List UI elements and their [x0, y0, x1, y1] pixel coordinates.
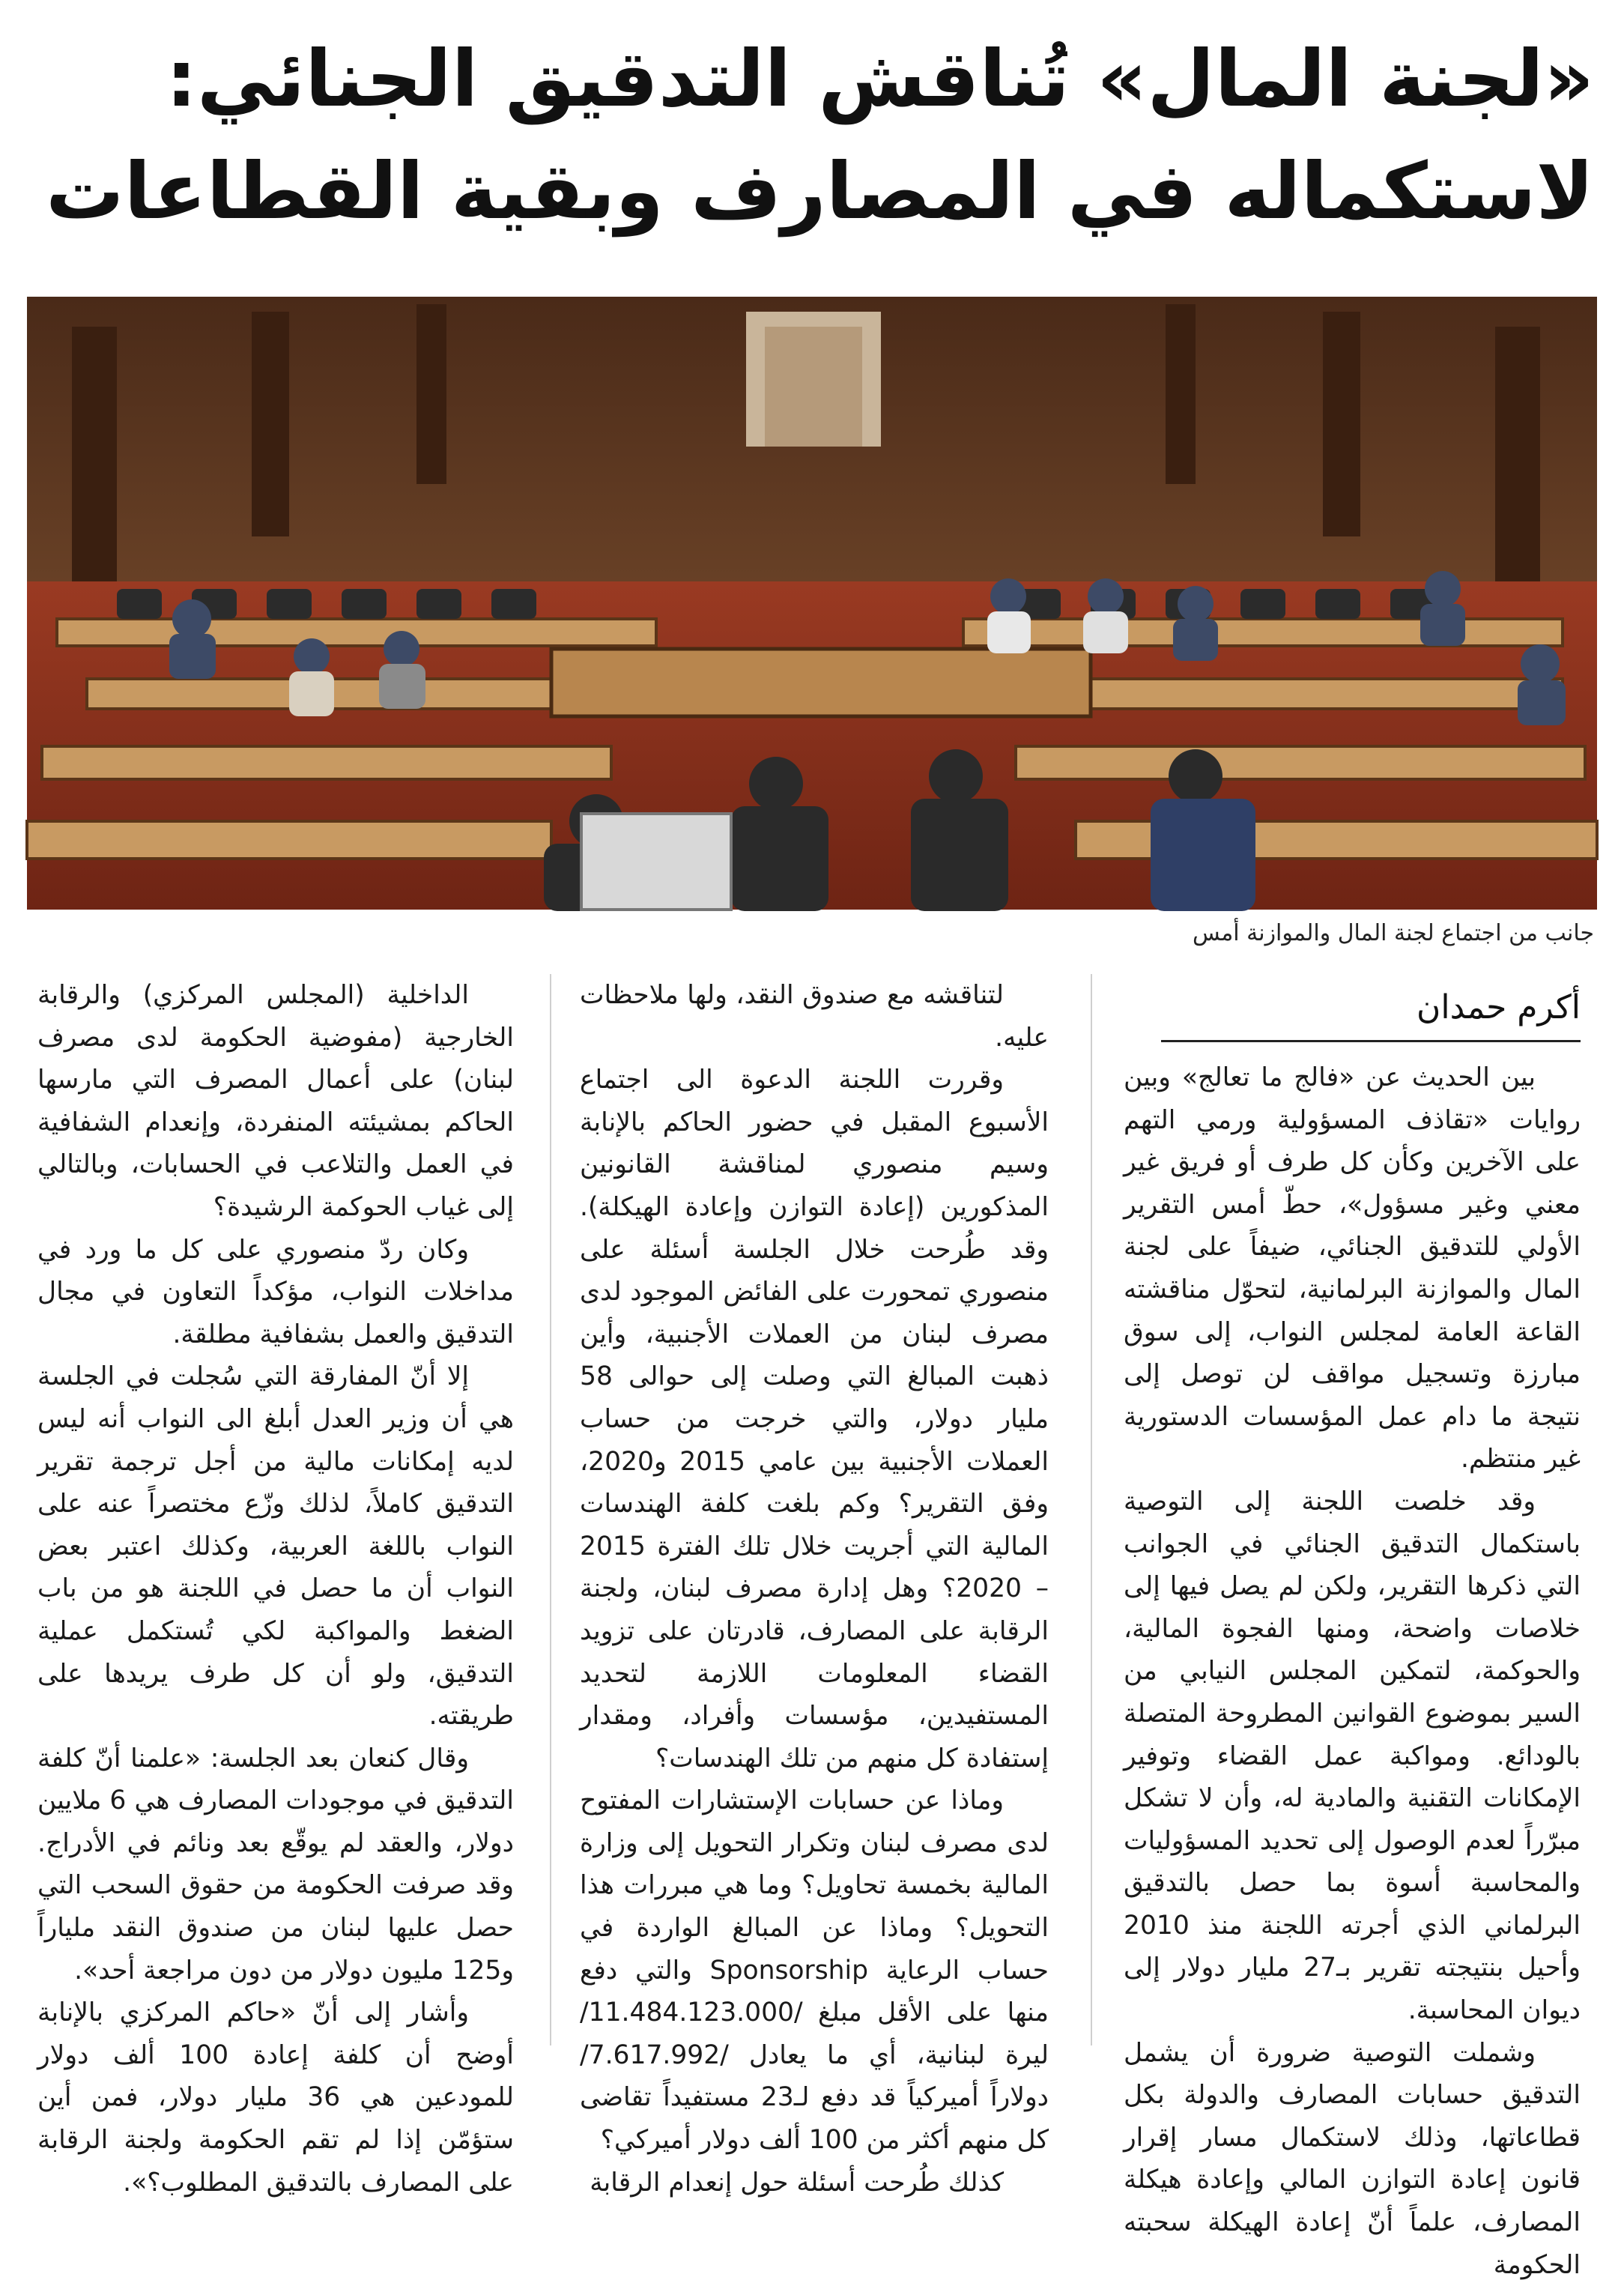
column-divider [1091, 974, 1092, 2045]
article-paragraph: وقررت اللجنة الدعوة الى اجتماع الأسبوع المقبل في حضور الحاكم بالإنابة وسيم منصوري لمناقشة القانونين المذكورين (إعادة التوازن وإعادة الهيكلة). وقد طُرحت خلال الجلسة أسئلة على منصوري تمحورت على الفائض الموجود لدى مصرف لبنان من العملات الأجنبية، وأين ذهبت المبالغ التي وصلت إلى حوالى 58 مليار دولار، والتي خرجت من حساب العملات الأجنبية بين عامي 2015 و2020، وفق التقرير؟ وكم بلغت كلفة الهندسات المالية التي أجريت خلال تلك الفترة 2015 – 2020؟ وهل إدارة مصرف لبنان، ولجنة الرقابة على المصارف، قادرتان على تزويد القضاء المعلومات اللازمة لتحديد المستفيدين، مؤسسات وأفراد، ومقدار إستفادة كل منهم من تلك الهندسات؟ [580, 1065, 1049, 1774]
article-column-2 [580, 974, 1049, 2198]
article-paragraph: وقال كنعان بعد الجلسة: «علمنا أنّ كلفة التدقيق في موجودات المصارف هي 6 ملايين دولار، والعقد لم يوقّع بعد ونائم في الأدراج. وقد صرفت الحكومة من حقوق السحب التي حصل عليها لبنان من صندوق النقد ملياراً و125 مليون دولار من دون مراجعة أحد». [37, 1743, 514, 1986]
column-divider [550, 974, 551, 2045]
article-paragraph: وأشار إلى أنّ «حاكم المركزي بالإنابة أوضح أن كلفة إعادة 100 ألف دولار للمودعين هي 36 مليار دولار، فمن أين ستؤمّن إذا لم تقم الحكومة ولجنة الرقابة على المصارف بالتدقيق المطلوب؟». [37, 1998, 514, 2198]
article-paragraph: وقد خلصت اللجنة إلى التوصية باستكمال التدقيق الجنائي في الجوانب التي ذكرها التقرير، ولكن لم يصل فيها إلى خلاصات واضحة، ومنها الفجوة المالية، والحوكمة، لتمكين المجلس النيابي من السير بموضوع القوانين المطروحة المتصلة بالودائع. ومواكبة عمل القضاء وتوفير الإمكانات التقنية والمادية له، وأن لا تشكل مبرّراً لعدم الوصول إلى تحديد المسؤوليات والمحاسبة أسوة بما حصل بالتدقيق البرلماني الذي أجرته اللجنة منذ 2010 وأحيل بنتيجته تقرير بـ27 مليار دولار إلى ديوان المحاسبة. [1124, 1486, 1581, 2026]
article-paragraph: كذلك طُرحت أسئلة حول إنعدام الرقابة [590, 2167, 1004, 2198]
article-paragraph: وماذا عن حسابات الإستشارات المفتوح لدى مصرف لبنان وتكرار التحويل إلى وزارة المالية بخمسة تحاويل؟ وما هي مبررات هذا التحويل؟ وماذا عن المبالغ الواردة في حساب الرعاية Sponsorship والتي دفع منها على الأقل مبلغ /11.484.123.000/ ليرة لبنانية، أي ما يعادل /7.617.992/ دولاراً أميركياً قد دفع لـ23 مستفيداً تقاضى كل منهم أكثر من 100 ألف دولار أميركي؟ [580, 1785, 1049, 2156]
article-paragraph: الداخلية (المجلس المركزي) والرقابة الخارجية (مفوضية الحكومة لدى مصرف لبنان) على أعمال المصرف التي مارسها الحاكم بمشيئته المنفردة، وإنعدام الشفافية في العمل والتلاعب في الحسابات، وبالتالي إلى غياب الحوكمة الرشيدة؟ [37, 980, 514, 1222]
article-column-3 [37, 974, 514, 2198]
article-paragraph: بين الحديث عن «فالج ما تعالج» وبين روايات «تقاذف المسؤولية ورمي التهم على الآخرين وكأن كل طرف أو فريق غير معني وغير مسؤول»، حطّ أمس التقرير الأولي للتدقيق الجنائي، ضيفاً على لجنة المال والموازنة البرلمانية، لتحوّل مناقشته القاعة العامة لمجلس النواب، إلى سوق مبارزة وتسجيل مواقف لن توصل إلى نتيجة ما دام عمل المؤسسات الدستورية غير منتظم. [1124, 1062, 1581, 1475]
article-column-1 [1124, 1056, 1581, 2280]
byline: أكرم حمدان [1161, 982, 1581, 1042]
article-paragraph: وشملت التوصية ضرورة أن يشمل التدقيق حسابات المصارف والدولة بكل قطاعاتها، وذلك لاستكمال مسار إقرار قانون إعادة التوازن المالي وإعادة هيكلة المصارف، علماً أنّ إعادة الهيكلة سحبته الحكومة [1124, 2037, 1581, 2280]
headline-line-1: «لجنة المال» تُناقش التدقيق الجنائي: [166, 33, 1594, 124]
article-paragraph: إلا أنّ المفارقة التي سُجلت في الجلسة هي أن وزير العدل أبلغ الى النواب أنه ليس لديه إمكانات مالية من أجل ترجمة تقرير التدقيق كاملاً، لذلك وزّع مختصراً عنه على النواب باللغة العربية، وكذلك اعتبر بعض النواب أن ما حصل في اللجنة هو من باب الضغط والمواكبة لكي تُستكمل عملية التدقيق، ولو أن كل طرف يريدها على طريقته. [37, 1361, 514, 1732]
headline [30, 22, 1594, 247]
article-paragraph: وكان ردّ منصوري على كل ما ورد في مداخلات النواب، مؤكداً التعاون في مجال التدقيق والعمل بشفافية مطلقة. [37, 1234, 514, 1349]
committee-meeting-photo [27, 297, 1597, 910]
headline-line-2: لاستكماله في المصارف وبقية القطاعات [46, 145, 1594, 237]
article-paragraph: لتناقشه مع صندوق النقد، ولها ملاحظات عليه. [580, 980, 1049, 1053]
photo-caption: جانب من اجتماع لجنة المال والموازنة أمس [1192, 920, 1594, 946]
